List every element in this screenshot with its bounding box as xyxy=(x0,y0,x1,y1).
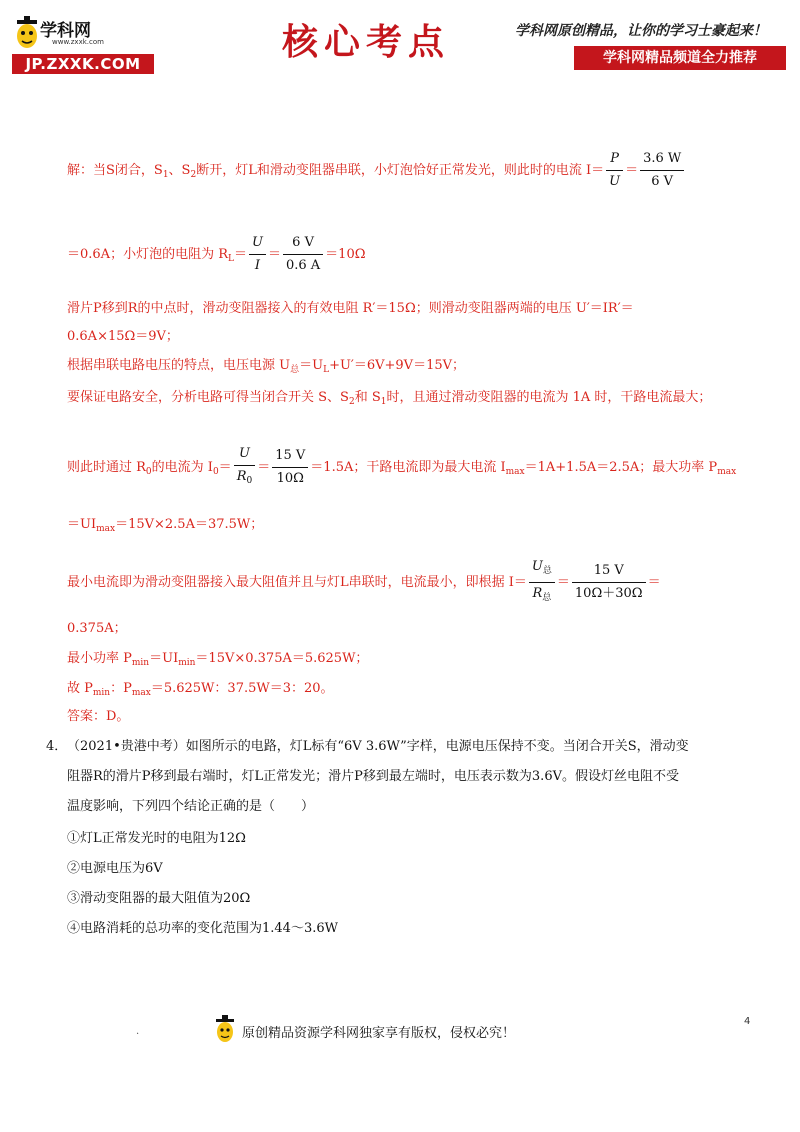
subscript: L xyxy=(227,254,234,264)
question-number: 4． xyxy=(46,739,68,754)
option-4: ④电路消耗的总功率的变化范围为1.44～3.6W xyxy=(67,921,338,936)
text: ＝UI xyxy=(149,651,179,666)
numerator: 15 V xyxy=(572,562,646,583)
text: ＝ xyxy=(257,460,271,475)
text: ＝U xyxy=(299,358,324,373)
logo-site-banner[interactable]: JP.ZXXK.COM xyxy=(12,54,154,74)
denominator: R xyxy=(236,469,247,484)
footer-copyright: 原创精品资源学科网独家享有版权，侵权必究！ xyxy=(242,1026,516,1041)
fraction-15v-over-10ohm xyxy=(272,447,308,488)
subscript: 2 xyxy=(190,170,197,180)
text: ＝ xyxy=(218,460,232,475)
solution-line-3: 滑片P移到R的中点时，滑动变阻器接入的有效电阻 R′＝15Ω；则滑动变阻器两端的电压 U′＝IR′＝ xyxy=(67,301,634,316)
subscript: 2 xyxy=(348,397,355,407)
subscript: 总 xyxy=(542,566,552,576)
fraction-voltage-over-current xyxy=(283,234,323,275)
fraction-u-over-r0 xyxy=(234,445,256,490)
numerator: U xyxy=(531,559,543,574)
subscript: 1 xyxy=(162,170,169,180)
text: 断开，灯L和滑动变阻器串联，小灯泡恰好正常发光，则此时的电流 I＝ xyxy=(196,163,605,178)
fraction-p-over-u xyxy=(606,150,623,191)
solution-line-7 xyxy=(67,445,736,490)
mascot-icon xyxy=(12,14,42,52)
subscript: min xyxy=(131,658,150,668)
site-logo xyxy=(12,14,152,72)
text: ＝10Ω xyxy=(325,247,366,262)
text: 最小功率 P xyxy=(67,651,132,666)
subscript: L xyxy=(323,365,330,375)
question-line-1: （2021•贵港中考）如图所示的电路，灯L标有“6V 3.6W”字样，电源电压保持不变。当闭合开关S，滑动变 xyxy=(67,739,689,754)
answer-line: 答案：D。 xyxy=(67,709,130,724)
text: 故 P xyxy=(67,681,93,696)
question-line-3: 温度影响，下列四个结论正确的是（ ） xyxy=(67,799,315,814)
numerator: 3.6 W xyxy=(640,150,684,171)
subscript: max xyxy=(131,688,151,698)
text: ＝1A+1.5A＝2.5A；最大功率 P xyxy=(524,460,718,475)
text: ＝ xyxy=(556,575,570,590)
solution-line-5 xyxy=(67,357,465,379)
option-1: ①灯L正常发光时的电阻为12Ω xyxy=(67,831,246,846)
numerator: U xyxy=(234,445,256,466)
subscript: max xyxy=(96,524,116,534)
text: 解：当S闭合，S xyxy=(67,163,163,178)
solution-line-1 xyxy=(67,150,686,191)
header-slogan: 学科网原创精品，让你的学习士豪起来！ xyxy=(515,23,767,39)
numerator: P xyxy=(606,150,623,171)
subscript: min xyxy=(92,688,111,698)
subscript: 0 xyxy=(246,476,253,486)
denominator: 10Ω＋30Ω xyxy=(574,586,643,601)
text: ＝UI xyxy=(67,517,97,532)
subscript: min xyxy=(178,658,196,668)
text: ＝5.625W：37.5W＝3：20。 xyxy=(150,681,334,696)
text: 的电流为 I xyxy=(151,460,213,475)
denominator: R xyxy=(532,586,543,601)
text: 时，且通过滑动变阻器的电流为 1A 时，干路电流最大； xyxy=(386,390,712,405)
fraction-u-over-i xyxy=(249,234,266,275)
text: ：P xyxy=(110,681,132,696)
denominator: 10Ω xyxy=(276,471,304,486)
solution-line-4: 0.6A×15Ω＝9V； xyxy=(67,329,179,344)
header-title: 核心考点 xyxy=(282,21,451,63)
text: 要保证电路安全，分析电路可得当闭合开关 S、S xyxy=(67,390,349,405)
text: ＝15V×0.375A＝5.625W； xyxy=(195,651,369,666)
mascot-icon xyxy=(212,1014,238,1044)
option-3: ③滑动变阻器的最大阻值为20Ω xyxy=(67,891,251,906)
numerator: 6 V xyxy=(283,234,323,255)
text: ＝ xyxy=(267,247,281,262)
fraction-utotal-over-rtotal xyxy=(529,558,555,607)
solution-line-11 xyxy=(67,650,368,672)
logo-name: 学科网 xyxy=(40,21,91,41)
solution-line-2 xyxy=(67,234,366,275)
numerator: 15 V xyxy=(272,447,308,468)
text: ＝ xyxy=(233,247,247,262)
text: 和 S xyxy=(354,390,381,405)
option-2: ②电源电压为6V xyxy=(67,861,163,876)
subscript: 0 xyxy=(212,467,219,477)
header-banner: 学科网精品频道全力推荐 xyxy=(574,46,786,70)
solution-line-9 xyxy=(67,558,661,607)
denominator: I xyxy=(254,258,261,273)
subscript: max xyxy=(717,467,737,477)
denominator: 6 V xyxy=(651,174,674,189)
text: ＝0.6A；小灯泡的电阻为 R xyxy=(67,247,228,262)
solution-line-8 xyxy=(67,516,263,538)
text: 则此时通过 R xyxy=(67,460,146,475)
fraction-power-over-voltage xyxy=(640,150,684,191)
subscript: 1 xyxy=(380,397,387,407)
subscript: 0 xyxy=(145,467,152,477)
subscript: 总 xyxy=(542,593,552,603)
subscript: max xyxy=(505,467,525,477)
solution-line-10: 0.375A； xyxy=(67,621,127,636)
text: ＝ xyxy=(647,575,661,590)
text: +U′＝6V+9V＝15V； xyxy=(329,358,466,373)
subscript: 总 xyxy=(290,365,300,375)
text: 、S xyxy=(168,163,191,178)
text: ＝15V×2.5A＝37.5W； xyxy=(115,517,264,532)
solution-line-12 xyxy=(67,680,334,702)
denominator: U xyxy=(609,174,621,189)
denominator: 0.6 A xyxy=(285,258,321,273)
text: ＝1.5A；干路电流即为最大电流 I xyxy=(310,460,506,475)
text: 最小电流即为滑动变阻器接入最大阻值并且与灯L串联时，电流最小，即根据 I＝ xyxy=(67,575,527,590)
fraction-15v-over-40ohm xyxy=(572,562,646,603)
text: ＝ xyxy=(625,163,639,178)
text: 根据串联电路电压的特点，电压电源 U xyxy=(67,358,291,373)
footer-dot: . xyxy=(136,1026,140,1037)
question-line-2: 阻器R的滑片P移到最右端时，灯L正常发光；滑片P移到最左端时，电压表示数为3.6V。假设灯丝电阻不受 xyxy=(67,769,679,784)
page-number: 4 xyxy=(744,1016,751,1027)
numerator: U xyxy=(249,234,266,255)
logo-url: www.zxxk.com xyxy=(52,38,104,46)
solution-line-6 xyxy=(67,389,711,411)
